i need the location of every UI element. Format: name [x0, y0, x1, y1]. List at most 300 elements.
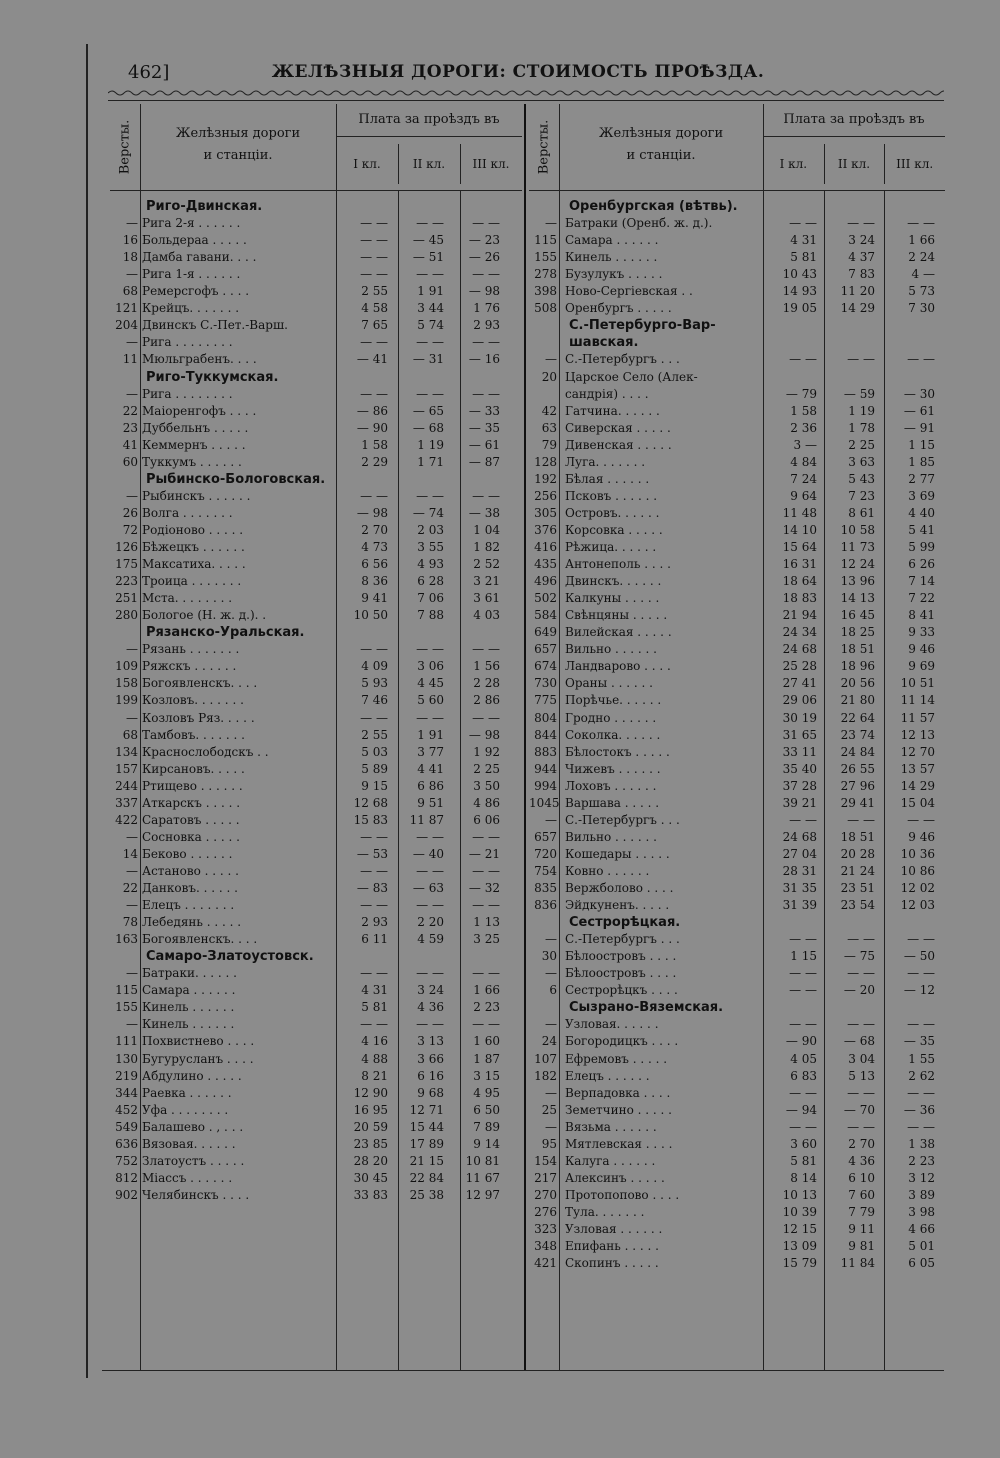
fare-class-2: — 45 [412, 233, 444, 248]
station-name: Вильно . . . . . . [565, 829, 657, 844]
versty-value: 217 [534, 1170, 557, 1185]
fare-class-3: — — [472, 829, 500, 844]
station-name: Челябинскъ . . . . [142, 1187, 250, 1202]
versty-value: 508 [534, 301, 557, 316]
fare-class-3: — 33 [468, 403, 500, 418]
station-name: Крейцъ. . . . . . . [142, 301, 240, 316]
fare-class-2: 21 24 [840, 863, 875, 878]
fare-class-1: — — [789, 932, 817, 947]
fare-class-1: — 79 [785, 386, 817, 401]
station-name: Рига . . . . . . . . [142, 335, 233, 350]
fare-class-1: 10 13 [782, 1187, 817, 1202]
fare-class-3: 1 15 [908, 437, 935, 452]
fare-class-1: 7 46 [361, 693, 388, 708]
fare-class-1: 2 93 [361, 915, 388, 930]
versty-value: 323 [534, 1222, 557, 1236]
fare-class-1: 4 31 [361, 983, 388, 998]
versty-value: 115 [115, 983, 138, 998]
table-row [110, 778, 522, 795]
fare-class-2: 7 88 [417, 608, 444, 623]
fare-class-3: — 16 [468, 352, 500, 367]
table-row [110, 1136, 522, 1153]
fare-class-2: — 75 [843, 949, 875, 964]
table-row [529, 761, 945, 778]
station-name: Сиверская . . . . . [565, 420, 671, 435]
fare-class-3: — 30 [903, 386, 935, 401]
versty-value: 20 [541, 369, 557, 384]
versty-value: 804 [534, 710, 557, 725]
fare-class-1: 15 79 [782, 1256, 817, 1271]
fare-class-3: 5 41 [908, 522, 935, 537]
table-row [110, 1119, 522, 1136]
fare-class-2: — 51 [412, 250, 444, 265]
fare-class-2: — — [416, 642, 444, 657]
table-row [529, 675, 945, 692]
fare-class-1: 25 28 [782, 659, 817, 674]
fare-class-2: — 65 [412, 403, 444, 418]
station-name: Свѣнцяны . . . . . [565, 608, 668, 623]
station-header [559, 104, 764, 190]
fare-class-3: 2 28 [473, 676, 500, 691]
class-3-header: III кл. [472, 157, 510, 171]
versty-value: 199 [115, 693, 138, 708]
versty-value: 251 [115, 591, 138, 606]
fare-class-2: 3 24 [848, 233, 875, 248]
fare-class-2: — — [416, 335, 444, 350]
versty-value: — [126, 966, 138, 981]
station-name: Бузулукъ . . . . . [565, 267, 663, 282]
fare-class-3: 3 61 [473, 591, 500, 606]
versty-value: — [126, 267, 138, 282]
fare-class-2: — 68 [843, 1034, 875, 1049]
versty-value: 134 [115, 744, 138, 759]
station-name: Самара . . . . . . [565, 233, 659, 248]
fare-class-2: 12 71 [409, 1102, 444, 1117]
table-row [529, 420, 945, 437]
fare-class-3: — — [472, 386, 500, 401]
fare-class-2: — 20 [843, 983, 875, 998]
fare-class-1: — — [789, 352, 817, 367]
fare-class-1: 12 15 [782, 1222, 817, 1236]
station-name: Балашево . , . . . [142, 1119, 244, 1134]
table-row [110, 556, 522, 573]
fare-class-2: 29 41 [840, 795, 875, 810]
table-row [529, 403, 945, 420]
station-name: Луга. . . . . . . [565, 454, 646, 469]
fare-class-1: 4 58 [361, 301, 388, 316]
class-1-header: I кл. [763, 144, 825, 184]
fare-class-1: 31 35 [782, 881, 817, 895]
fare-class-3: — 87 [468, 454, 500, 469]
fare-class-3: 10 36 [900, 846, 935, 861]
bottom-rule [102, 1370, 944, 1371]
station-name: Варшава . . . . . [565, 795, 660, 810]
table-row [529, 1187, 945, 1204]
table-row [110, 539, 522, 556]
versty-value: 68 [122, 727, 138, 742]
fare-class-2: 4 36 [417, 1000, 444, 1015]
station-label-1: Желѣзныя дороги [175, 126, 301, 141]
station-name: Данковъ. . . . . . [142, 881, 238, 895]
table-row [529, 1221, 945, 1238]
station-name: Псковъ . . . . . . [565, 488, 658, 503]
fare-class-2: — — [416, 710, 444, 725]
versty-value: 192 [534, 471, 557, 486]
section-title: Самаро-Златоустовск. [146, 949, 314, 965]
versty-value: 754 [534, 863, 557, 878]
station-name: Вержболово . . . . [565, 881, 674, 895]
station-name: С.-Петербургъ . . . [565, 812, 680, 827]
fare-class-1: — — [360, 898, 388, 913]
versty-value: — [545, 1017, 557, 1032]
fare-class-3: 3 98 [908, 1204, 935, 1219]
fare-class-1: — — [789, 1119, 817, 1134]
versty-value: 422 [115, 812, 138, 827]
station-name: Максатиха. . . . . [142, 557, 246, 572]
versty-value: 496 [534, 574, 557, 589]
fare-class-1: 15 83 [353, 812, 388, 827]
station-name: Дуббельнъ . . . . . [142, 420, 249, 435]
fare-class-3: — — [472, 642, 500, 657]
table-row [529, 1016, 945, 1033]
table-row [529, 692, 945, 709]
fare-class-2: — 74 [412, 505, 444, 520]
table-row [529, 215, 945, 232]
table-row [529, 386, 945, 403]
fare-class-2: 11 73 [840, 540, 875, 554]
fare-class-3: — 50 [903, 949, 935, 964]
fare-class-3: 4 40 [908, 505, 935, 520]
station-name: Тула. . . . . . . [565, 1204, 645, 1219]
table-row [110, 334, 522, 351]
fare-class-1: 12 90 [353, 1085, 388, 1100]
fare-class-2: 23 54 [840, 898, 875, 913]
fare-class-2: — — [416, 898, 444, 913]
table-row [529, 624, 945, 641]
versty-value: 155 [534, 250, 557, 265]
fare-class-3: 2 23 [908, 1153, 935, 1168]
table-row [110, 982, 522, 999]
fare-class-3: 6 05 [908, 1256, 935, 1271]
fare-class-1: 5 03 [361, 744, 388, 759]
fare-class-1: 24 68 [782, 829, 817, 844]
fare-class-1: 9 41 [361, 591, 388, 606]
station-name: Волга . . . . . . . [142, 505, 233, 520]
fare-class-3: 11 14 [900, 693, 935, 708]
fare-class-1: 4 84 [790, 454, 817, 469]
table-row [529, 897, 945, 914]
fare-class-3: 5 01 [908, 1239, 935, 1254]
table-row [529, 880, 945, 897]
station-name: Краснослободскъ . . [142, 744, 269, 759]
table-row [529, 471, 945, 488]
fare-class-2: 7 23 [848, 488, 875, 503]
versty-value: 1045 [529, 795, 560, 810]
fare-class-2: 11 87 [409, 812, 444, 827]
right-table [529, 104, 945, 1370]
station-name: Батраки. . . . . . [142, 966, 237, 981]
fare-class-2: 20 56 [840, 676, 875, 691]
versty-value: 95 [541, 1136, 557, 1151]
table-row [529, 1051, 945, 1068]
station-name: Родіоново . . . . . [142, 522, 244, 537]
versty-value: 26 [122, 505, 138, 520]
table-row [529, 556, 945, 573]
table-row [529, 778, 945, 795]
fare-class-1: 4 31 [790, 233, 817, 248]
table-header [529, 104, 945, 191]
table-row [529, 710, 945, 727]
versty-value: 836 [534, 898, 557, 913]
section-title: Сызрано-Вяземская. [569, 1000, 724, 1016]
versty-value: 502 [534, 591, 557, 606]
fare-class-3: 1 85 [908, 454, 935, 469]
fare-class-3: 2 25 [473, 761, 500, 776]
fare-class-3: 2 86 [473, 693, 500, 708]
fare-class-1: 2 36 [790, 420, 817, 435]
station-name: сандрія) . . . . [565, 386, 649, 401]
table-row [529, 522, 945, 539]
fare-class-1: 4 05 [790, 1051, 817, 1066]
fare-class-1: 4 88 [361, 1051, 388, 1066]
top-rule [108, 100, 944, 101]
fare-class-1: 9 64 [790, 488, 817, 503]
table-row [110, 965, 522, 982]
fare-class-2: 4 59 [417, 932, 444, 947]
fare-class-2: 1 19 [848, 403, 875, 418]
station-name: Похвистнево . . . . [142, 1034, 255, 1049]
table-row [110, 846, 522, 863]
section-title: Рязанско-Уральская. [146, 625, 305, 641]
station-name: Кошедары . . . . . [565, 846, 670, 861]
station-name: Кирсановъ. . . . . [142, 761, 245, 776]
station-name: Ново-Сергіевская . . [565, 284, 693, 299]
fare-class-1: 33 83 [353, 1187, 388, 1202]
station-name: Дамба гавани. . . . [142, 250, 257, 265]
fare-class-2: — — [416, 267, 444, 282]
fare-class-1: — 98 [356, 505, 388, 520]
fare-class-3: 8 41 [908, 608, 935, 623]
fare-class-1: 15 64 [782, 540, 817, 554]
table-row [110, 403, 522, 420]
fare-class-3: 5 99 [908, 540, 935, 554]
versty-value: 280 [115, 608, 138, 623]
fare-class-2: 4 36 [848, 1153, 875, 1168]
versty-value: — [126, 863, 138, 878]
fare-class-2: 18 51 [840, 642, 875, 657]
fare-class-3: — 35 [468, 420, 500, 435]
section-title: Риго-Двинская. [146, 199, 263, 214]
page [86, 44, 956, 1378]
station-name: Бѣжецкъ . . . . . . [142, 540, 245, 554]
station-name: Узловая . . . . . . [565, 1222, 663, 1236]
fare-class-2: — — [416, 488, 444, 503]
fare-class-2: 15 44 [409, 1119, 444, 1134]
fare-class-2: — 70 [843, 1102, 875, 1117]
table-row [110, 351, 522, 368]
table-row [110, 420, 522, 437]
versty-value: 79 [541, 437, 557, 452]
fare-class-2: — — [847, 1085, 875, 1100]
fare-class-3: — — [472, 488, 500, 503]
station-name: Корсовка . . . . . [565, 522, 663, 537]
fare-class-1: — — [360, 335, 388, 350]
table-row [529, 812, 945, 829]
fare-class-2: 7 79 [848, 1204, 875, 1219]
fare-class-2: 3 55 [417, 540, 444, 554]
table-row [529, 590, 945, 607]
table-row [110, 1153, 522, 1170]
fare-class-1: 6 56 [361, 557, 388, 572]
fare-class-3: 3 89 [908, 1187, 935, 1202]
versty-value: 674 [534, 659, 557, 674]
fare-class-1: 3 — [793, 437, 817, 452]
table-row [110, 795, 522, 812]
fare-class-2: 21 80 [840, 693, 875, 708]
fare-class-1: 10 43 [782, 267, 817, 282]
fare-class-3: 4 95 [473, 1085, 500, 1100]
versty-value: — [126, 488, 138, 503]
versty-value: 219 [115, 1068, 138, 1083]
fare-class-3: 9 46 [908, 642, 935, 657]
versty-value: — [126, 335, 138, 350]
fare-class-1: — — [789, 1017, 817, 1032]
fare-class-2: 18 96 [840, 659, 875, 674]
fare-class-2: 16 45 [840, 608, 875, 623]
fare-class-3: — — [472, 966, 500, 981]
fare-class-1: — — [360, 710, 388, 725]
versty-value: 730 [534, 676, 557, 691]
versty-value: — [126, 829, 138, 844]
section-title: шавская. [569, 335, 639, 351]
fare-class-3: — 98 [468, 727, 500, 742]
fare-class-2: 3 44 [417, 301, 444, 316]
station-name: Порѣчье. . . . . . [565, 693, 662, 708]
fare-class-2: — — [847, 352, 875, 367]
fare-class-3: — 23 [468, 233, 500, 248]
fare-class-3: 1 66 [473, 983, 500, 998]
table-row [529, 1085, 945, 1102]
station-name: Троица . . . . . . . [142, 574, 242, 589]
versty-header [110, 104, 141, 190]
versty-value: 109 [115, 659, 138, 674]
station-name: Тамбовъ. . . . . . . [142, 727, 245, 742]
table-row [529, 249, 945, 266]
versty-value: 154 [534, 1153, 557, 1168]
fare-class-1: 12 68 [353, 795, 388, 810]
station-name: Рига 2-я . . . . . . [142, 216, 241, 231]
fare-class-1: 14 10 [782, 522, 817, 537]
versty-value: 775 [534, 693, 557, 708]
station-name: Островъ. . . . . . [565, 505, 660, 520]
station-name: Козловъ Ряз. . . . . [142, 710, 255, 725]
fare-class-1: — — [360, 488, 388, 503]
table-row [110, 812, 522, 829]
fare-class-2: 7 60 [848, 1187, 875, 1202]
table-row [529, 744, 945, 761]
versty-value: — [545, 966, 557, 981]
page-header [88, 44, 948, 90]
station-name: Бѣлоостровъ . . . . [565, 966, 677, 981]
fare-class-3: — — [907, 1017, 935, 1032]
fare-class-3: — 35 [903, 1034, 935, 1049]
fare-class-2: 11 20 [840, 284, 875, 299]
versty-value: 994 [534, 778, 557, 793]
table-row [529, 505, 945, 522]
fare-class-1: 30 45 [353, 1170, 388, 1185]
versty-value: 376 [534, 522, 557, 537]
station-name: Ртищево . . . . . . [142, 778, 243, 793]
versty-value: 23 [122, 420, 138, 435]
station-name: Бѣлая . . . . . . [565, 471, 650, 486]
fare-class-2: 14 13 [840, 591, 875, 606]
fare-class-2: 7 06 [417, 591, 444, 606]
station-name: Верпадовка . . . . [565, 1085, 671, 1100]
fare-class-1: 2 55 [361, 284, 388, 299]
station-name: Двинскъ. . . . . . [565, 574, 662, 589]
fare-class-1: — 94 [785, 1102, 817, 1117]
versty-value: 337 [115, 795, 138, 810]
fare-class-3: 2 52 [473, 557, 500, 572]
fare-class-2: 10 58 [840, 522, 875, 537]
fare-class-1: 7 65 [361, 318, 388, 333]
versty-value: — [545, 812, 557, 827]
fare-class-2: 4 93 [417, 557, 444, 572]
station-name: Кинель . . . . . . [565, 250, 658, 265]
table-row [110, 437, 522, 454]
fare-class-3: 2 24 [908, 250, 935, 265]
versty-value: 276 [534, 1204, 557, 1219]
versty-value: 902 [115, 1187, 138, 1202]
fare-class-1: — 90 [785, 1034, 817, 1049]
fare-class-3: — — [907, 352, 935, 367]
station-name: Уфа . . . . . . . . [142, 1102, 229, 1117]
station-name: Аткарскъ . . . . . [142, 795, 241, 810]
fare-class-3: 2 93 [473, 318, 500, 333]
fare-class-2: — — [416, 216, 444, 231]
fare-class-1: 10 50 [353, 608, 388, 623]
station-name: Саратовъ . . . . . [142, 812, 240, 827]
fare-class-3: — — [907, 1085, 935, 1100]
fare-class-2: 4 45 [417, 676, 444, 691]
station-name: С.-Петербургъ . . . [565, 932, 680, 947]
versty-value: 812 [115, 1170, 138, 1185]
versty-value: 344 [115, 1085, 138, 1100]
fare-class-2: 14 29 [840, 301, 875, 316]
fare-class-2: — — [847, 812, 875, 827]
table-row [110, 761, 522, 778]
station-name: Раевка . . . . . . [142, 1085, 232, 1100]
station-name: Лоховъ . . . . . . [565, 778, 657, 793]
station-name: Бугурусланъ . . . . [142, 1051, 254, 1066]
fare-class-3: 3 50 [473, 778, 500, 793]
fare-class-3: — — [907, 966, 935, 981]
versty-value: 223 [115, 574, 138, 589]
fare-class-2: 1 78 [848, 420, 875, 435]
fare-class-3: — — [472, 1017, 500, 1032]
fare-class-3: 1 82 [473, 540, 500, 554]
table-row [110, 266, 522, 283]
page-title: ЖЕЛѢЗНЫЯ ДОРОГИ: СТОИМОСТЬ ПРОѢЗДА. [271, 62, 765, 82]
fare-class-1: 28 31 [782, 863, 817, 878]
versty-value: 24 [541, 1034, 557, 1049]
fare-class-1: 5 81 [790, 1153, 817, 1168]
table-row [110, 880, 522, 897]
column-divider [524, 104, 526, 1370]
fare-class-3: 7 30 [908, 301, 935, 316]
table-row [529, 1170, 945, 1187]
fare-class-3: — — [472, 216, 500, 231]
